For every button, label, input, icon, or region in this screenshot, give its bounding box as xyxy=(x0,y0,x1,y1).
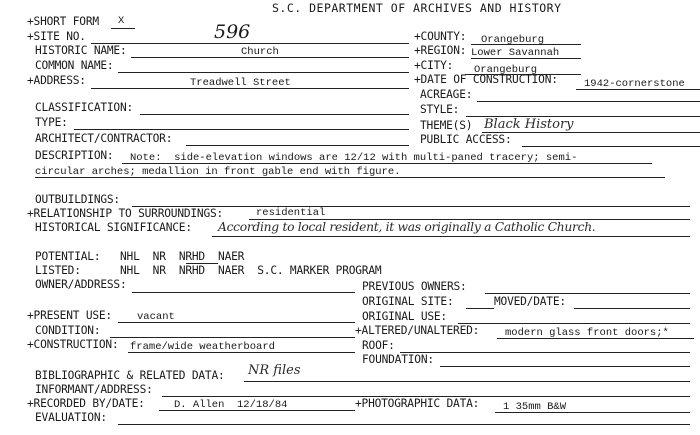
short-form-line xyxy=(111,28,135,29)
outbuildings-label: OUTBUILDINGS: xyxy=(35,193,120,206)
county-value[interactable]: Orangeburg xyxy=(481,34,545,46)
style-label: STYLE: xyxy=(420,103,460,116)
short-form-mark[interactable]: X xyxy=(118,15,125,27)
recorded-by-line xyxy=(159,410,355,411)
photographic-data-label: +PHOTOGRAPHIC DATA: xyxy=(355,397,480,410)
city-label: +CITY: xyxy=(414,59,454,72)
short-form-label: +SHORT FORM xyxy=(27,15,99,28)
altered-label: +ALTERED/UNALTERED: xyxy=(355,324,480,337)
photographic-data-line xyxy=(495,412,690,413)
foundation-label: FOUNDATION: xyxy=(362,353,434,366)
historical-significance-value[interactable]: According to local resident, it was originally a Catholic Church. xyxy=(218,220,596,234)
present-use-line xyxy=(118,322,355,323)
region-label: +REGION: xyxy=(414,44,467,57)
roof-line xyxy=(400,352,690,353)
address-line xyxy=(91,88,409,89)
condition-line xyxy=(110,337,355,338)
recorded-by-value[interactable]: D. Allen 12/18/84 xyxy=(174,399,288,411)
historical-significance-label: HISTORICAL SIGNIFICANCE: xyxy=(35,221,192,234)
date-of-construction-value[interactable]: 1942-cornerstone xyxy=(584,78,685,90)
owner-address-line xyxy=(132,292,355,293)
condition-label: CONDITION: xyxy=(35,324,101,337)
date-of-construction-line xyxy=(576,89,700,90)
site-no-value[interactable]: 596 xyxy=(214,21,251,43)
county-label: +COUNTY: xyxy=(414,30,467,43)
owner-address-label: OWNER/ADDRESS: xyxy=(35,278,127,291)
description-label: DESCRIPTION: xyxy=(35,149,114,162)
historic-name-line xyxy=(131,57,409,58)
altered-value[interactable]: modern glass front doors;* xyxy=(505,327,669,339)
type-label: TYPE: xyxy=(35,116,68,129)
historic-name-label: HISTORIC NAME: xyxy=(35,44,127,57)
themes-line xyxy=(482,132,700,133)
county-line xyxy=(471,44,581,45)
historical-significance-line xyxy=(212,236,690,237)
evaluation-label: EVALUATION: xyxy=(35,411,107,424)
listed-label: LISTED: xyxy=(35,264,81,277)
site-no-label: +SITE NO. xyxy=(27,30,86,43)
relationship-value[interactable]: residential xyxy=(256,207,326,219)
informant-label: INFORMANT/ADDRESS: xyxy=(35,383,153,396)
date-of-construction-label: +DATE OF CONSTRUCTION: xyxy=(414,73,558,86)
common-name-label: COMMON NAME: xyxy=(35,59,114,72)
relationship-label: +RELATIONSHIP TO SURROUNDINGS: xyxy=(27,207,224,220)
present-use-value[interactable]: vacant xyxy=(137,311,175,323)
potential-label: POTENTIAL: xyxy=(35,250,101,263)
description-rule-2 xyxy=(35,177,665,178)
address-value[interactable]: Treadwell Street xyxy=(190,77,291,89)
form-title: S.C. DEPARTMENT OF ARCHIVES AND HISTORY xyxy=(272,1,562,15)
city-value[interactable]: Orangeburg xyxy=(474,64,538,76)
bibliographic-label: BIBLIOGRAPHIC & RELATED DATA: xyxy=(35,369,225,382)
foundation-line xyxy=(440,366,690,367)
region-value[interactable]: Lower Savannah xyxy=(471,47,560,59)
construction-label: +CONSTRUCTION: xyxy=(27,338,119,351)
altered-line xyxy=(497,338,694,339)
architect-label: ARCHITECT/CONTRACTOR: xyxy=(35,132,173,145)
architect-line xyxy=(186,145,409,146)
moved-date-label: MOVED/DATE: xyxy=(494,295,566,308)
historic-name-value[interactable]: Church xyxy=(241,46,279,58)
classification-line xyxy=(140,114,409,115)
original-site-label: ORIGINAL SITE: xyxy=(362,295,454,308)
construction-line xyxy=(128,352,355,353)
moved-date-line xyxy=(574,308,690,309)
description-rule-1 xyxy=(122,163,652,164)
themes-label: THEME(S) xyxy=(420,119,473,132)
original-use-label: ORIGINAL USE: xyxy=(362,310,447,323)
construction-value[interactable]: frame/wide weatherboard xyxy=(130,341,275,353)
common-name-line xyxy=(118,72,409,73)
address-label: +ADDRESS: xyxy=(27,74,86,87)
original-site-line xyxy=(466,308,494,309)
bibliographic-value[interactable]: NR files xyxy=(248,363,301,378)
region-line xyxy=(471,58,581,59)
description-line-2[interactable]: circular arches; medallion in front gable end with figure. xyxy=(35,166,401,178)
acreage-line xyxy=(477,101,700,102)
previous-owners-label: PREVIOUS OWNERS: xyxy=(362,280,467,293)
original-use-line xyxy=(458,323,690,324)
recorded-by-label: +RECORDED BY/DATE: xyxy=(27,397,145,410)
previous-owners-line xyxy=(485,293,690,294)
present-use-label: +PRESENT USE: xyxy=(27,309,112,322)
acreage-label: ACREAGE: xyxy=(420,88,473,101)
type-line xyxy=(74,129,409,130)
photographic-data-value[interactable]: 1 35mm B&W xyxy=(503,401,567,413)
public-access-line xyxy=(522,146,700,147)
public-access-label: PUBLIC ACCESS: xyxy=(420,133,512,146)
roof-label: ROOF: xyxy=(362,339,395,352)
listed-options[interactable]: NHL NR NRHD NAER S.C. MARKER PROGRAM xyxy=(120,264,382,277)
classification-label: CLASSIFICATION: xyxy=(35,101,134,114)
bibliographic-line xyxy=(244,381,690,382)
evaluation-line xyxy=(118,424,690,425)
site-no-line xyxy=(91,43,409,44)
potential-options[interactable]: NHL NR NRHD NAER xyxy=(120,250,245,263)
description-line-1[interactable]: Note: side-elevation windows are 12/12 with multi-paned tracery; semi- xyxy=(130,152,578,164)
themes-value[interactable]: Black History xyxy=(484,117,574,132)
